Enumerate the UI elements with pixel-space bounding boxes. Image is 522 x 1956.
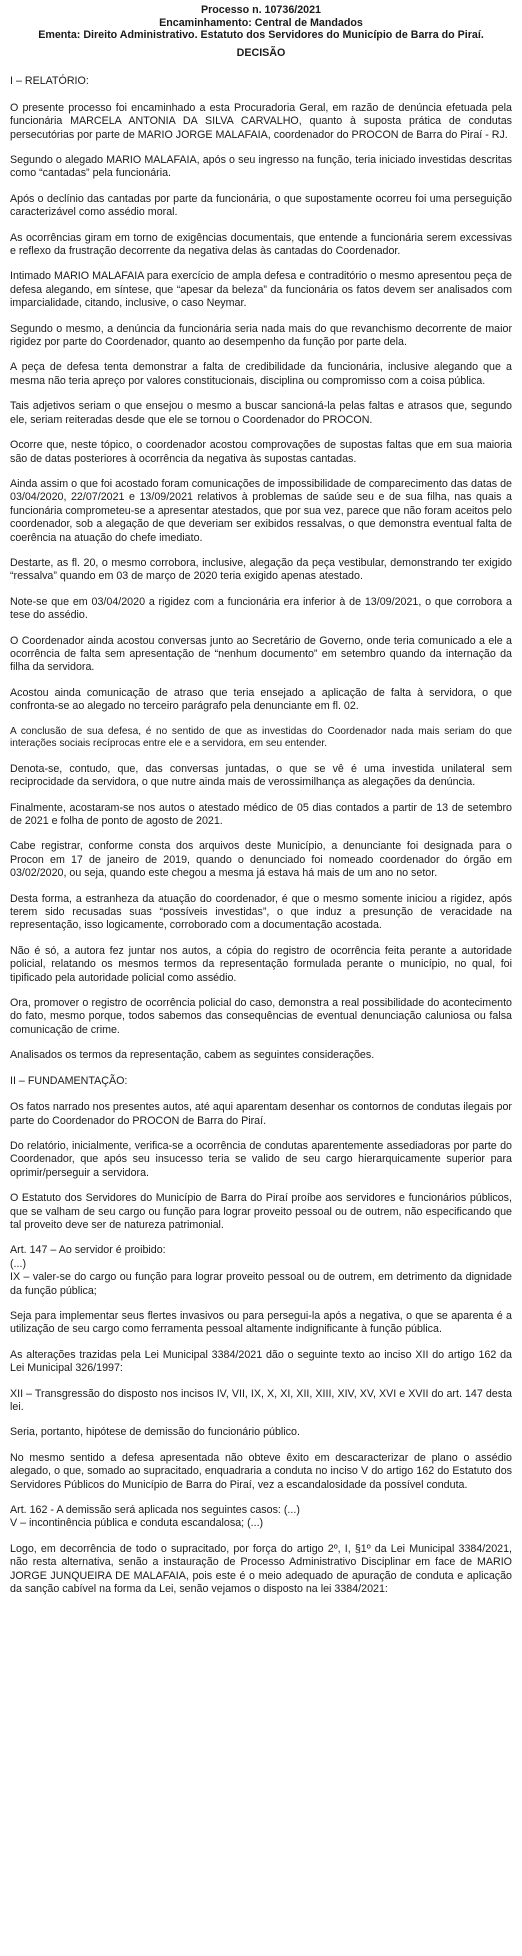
paragraph: Do relatório, inicialmente, verifica-se a ocorrência de condutas aparentemente assediadoras por parte do Coordenador, que após seu insucesso teria se valido de seu cargo hierarquicamente superior para oprimir/perseguir a servidora. <box>10 1139 512 1179</box>
paragraph: Segundo o alegado MARIO MALAFAIA, após o seu ingresso na função, teria iniciado investidas descritas como “cantadas” pela funcionária. <box>10 154 512 180</box>
forwarding-line: Encaminhamento: Central de Mandados <box>159 16 363 29</box>
paragraph: Após o declínio das cantadas por parte da funcionária, o que supostamente ocorreu foi uma perseguição caracterizável como assédio moral. <box>10 192 512 219</box>
quote-line: IX – valer-se do cargo ou função para lograr proveito pessoal ou de outrem, em detrimento da dignidade da função pública; <box>10 1271 512 1297</box>
quote-line: Art. 162 - A demissão será aplicada nos seguintes casos: (...) <box>10 1504 300 1517</box>
paragraph: Analisados os termos da representação, cabem as seguintes considerações. <box>10 1049 375 1062</box>
paragraph: O Estatuto dos Servidores do Município de Barra do Piraí proíbe aos servidores e funcionários públicos, que se valham de seu cargo ou função para lograr proveito pessoal ou de outrem, não especificando que tal proveito deve ser de natureza patrimonial. <box>10 1192 512 1231</box>
paragraph: Destarte, as fl. 20, o mesmo corrobora, inclusive, alegação da peça vestibular, demonstrando ter exigido “ressalva” quando em 03 de março de 2020 teria exigido apenas atestado. <box>10 556 512 583</box>
paragraph: Seja para implementar seus flertes invasivos ou para persegui-la após a negativa, o que se aparenta é a utilização de seu cargo como ferramenta pessoal altamente indignificante à função pública. <box>10 1309 512 1336</box>
document-header <box>10 4 512 59</box>
paragraph: A conclusão de sua defesa, é no sentido de que as investidas do Coordenador nada mais seriam do que interações sociais recíprocas entre ele e a servidora, em seu entender. <box>10 725 512 750</box>
section-heading-grounds: II – FUNDAMENTAÇÃO: <box>10 1074 128 1087</box>
paragraph: Finalmente, acostaram-se nos autos o atestado médico de 05 dias contados a partir de 13 de setembro de 2021 e folha de ponto de agosto de 2021. <box>10 801 512 827</box>
paragraph: O Coordenador ainda acostou conversas junto ao Secretário de Governo, onde teria comunicado a ele a ocorrência de falta sem apresentação de “nenhum documento” em setembro quando da internação da filha da servidora. <box>10 634 512 674</box>
paragraph: Tais adjetivos seriam o que ensejou o mesmo a buscar sancioná-la pelas faltas e atrasos que, segundo ele, seriam reiteradas desde que ele se tornou o Coordenador do PROCON. <box>10 400 512 426</box>
section-heading-report: I – RELATÓRIO: <box>10 75 89 88</box>
paragraph: Note-se que em 03/04/2020 a rigidez com a funcionária era inferior à de 13/09/2021, o que corrobora a tese do assédio. <box>10 595 512 622</box>
paragraph: Não é só, a autora fez juntar nos autos, a cópia do registro de ocorrência feita perante a autoridade policial, relatando os mesmos termos da representação formulada perante o município, no qual, foi tipificado pela autoridade policial como assédio. <box>10 944 512 984</box>
paragraph: Denota-se, contudo, que, das conversas juntadas, o que se vê é uma investida unilateral sem reciprocidade da servidora, o que nutre ainda mais de verossimilhança as alegações da denúncia. <box>10 762 512 789</box>
paragraph: Segundo o mesmo, a denúncia da funcionária seria nada mais do que revanchismo decorrente de maior rigidez por parte do Coordenador, quanto ao desempenho da função por parte dela. <box>10 322 512 349</box>
paragraph: Logo, em decorrência de todo o supracitado, por força do artigo 2º, I, §1º da Lei Municipal 3384/2021, não resta alternativa, senão a instauração de Processo Administrativo Disciplinar em face de MARIO JORGE JUNQUEIRA DE MALAFAIA, pois este é o meio adequado de apuração de conduta e aplicação da sanção cabível na forma da Lei, senão vejamos o disposto na lei 3384/2021: <box>10 1542 512 1596</box>
summary-line: Ementa: Direito Administrativo. Estatuto dos Servidores do Município de Barra do Piraí. <box>38 29 484 42</box>
paragraph: Desta forma, a estranheza da atuação do coordenador, é que o mesmo somente iniciou a rigidez, após terem sido recusadas suas “possíveis investidas”, o que induz a presunção de veracidade na representação, isso logicamente, corroborado com a documentação acostada. <box>10 892 512 932</box>
paragraph: Ora, promover o registro de ocorrência policial do caso, demonstra a real possibilidade do acontecimento do fato, mesmo porque, todos sabemos das consequências de eventual denunciação caluniosa ou falsa comunicação de crime. <box>10 997 512 1036</box>
paragraph: Os fatos narrado nos presentes autos, até aqui aparentam desenhar os contornos de condutas ilegais por parte do Coordenador do PROCON de Barra do Piraí. <box>10 1101 512 1127</box>
paragraph: Cabe registrar, conforme consta dos arquivos deste Município, a denunciante foi designada para o Procon em 17 de janeiro de 2019, quando o denunciado foi nomeado coordenador do órgão em 03/02/2020, ou seja, quando este chegou a mesma já estava há mais de um ano no setor. <box>10 840 512 880</box>
paragraph: Intimado MARIO MALAFAIA para exercício de ampla defesa e contraditório o mesmo apresentou peça de defesa alegando, em síntese, que “apesar da beleza” da funcionária os fatos devem ser analisados com imparcialidade, citando, inclusive, o caso Neymar. <box>10 270 512 310</box>
quote-line: V – incontinência pública e conduta escandalosa; (...) <box>10 1517 264 1530</box>
paragraph: Ocorre que, neste tópico, o coordenador acostou comprovações de supostas faltas que em sua maioria são de datas posteriores à ocorrência da negativa às supostas cantadas. <box>10 439 512 465</box>
process-number: Processo n. 10736/2021 <box>200 4 322 16</box>
article-162-quote <box>10 1504 512 1531</box>
paragraph: XII – Transgressão do disposto nos incisos IV, VII, IX, X, XI, XII, XIII, XIV, XV, XVI e XVII do art. 147 desta lei. <box>10 1387 512 1413</box>
document-title: DECISÃO <box>236 46 286 59</box>
quote-line: (...) <box>10 1257 27 1270</box>
article-147-quote <box>10 1244 512 1298</box>
paragraph: Seria, portanto, hipótese de demissão do funcionário público. <box>10 1426 300 1439</box>
paragraph: Acostou ainda comunicação de atraso que teria ensejado a aplicação de falta à servidora, o que confronta-se ao alegado no terceiro parágrafo pela denunciante em fl. 02. <box>10 686 512 713</box>
paragraph: O presente processo foi encaminhado a esta Procuradoria Geral, em razão de denúncia efetuada pela funcionária MARCELA ANTONIA DA SILVA CARVALHO, quanto à suposta prática de condutas persecutórias por parte de MARIO JORGE MALAFAIA, coordenador do PROCON de Barra do Piraí - RJ. <box>10 101 512 141</box>
paragraph: A peça de defesa tenta demonstrar a falta de credibilidade da funcionária, inclusive alegando que a mesma não teria apreço por valores constitucionais, disciplina ou compromisso com a coisa pública. <box>10 361 512 387</box>
paragraph: Ainda assim o que foi acostado foram comunicações de impossibilidade de comparecimento das datas de 03/04/2020, 22/07/2021 e 13/09/2021 relativos à problemas de saúde seu e de sua filha, nas quais a funcionária comprometeu-se a apresentar atestados, que por sua vez, parece que não foram aceitos pelo coordenador, sob a alegação de que deveriam ser exibidos ressalvas, o que demonstra eventual falta de coerência na atuação do chefe imediato. <box>10 477 512 544</box>
paragraph: No mesmo sentido a defesa apresentada não obteve êxito em descaracterizar de plano o assédio alegado, o que, somado ao supracitado, enquadraria a conduta no inciso V do artigo 162 do Estatuto dos Servidores Públicos do Município de Barra do Piraí, vez a escandalosidade da possível conduta. <box>10 1451 512 1491</box>
paragraph: As alterações trazidas pela Lei Municipal 3384/2021 dão o seguinte texto ao inciso XII do artigo 162 da Lei Municipal 326/1997: <box>10 1348 512 1375</box>
paragraph: As ocorrências giram em torno de exigências documentais, que entende a funcionária serem excessivas e reflexo da frustração decorrente da negativa delas às cantadas do Coordenador. <box>10 231 512 258</box>
quote-line: Art. 147 – Ao servidor é proibido: <box>10 1244 166 1257</box>
